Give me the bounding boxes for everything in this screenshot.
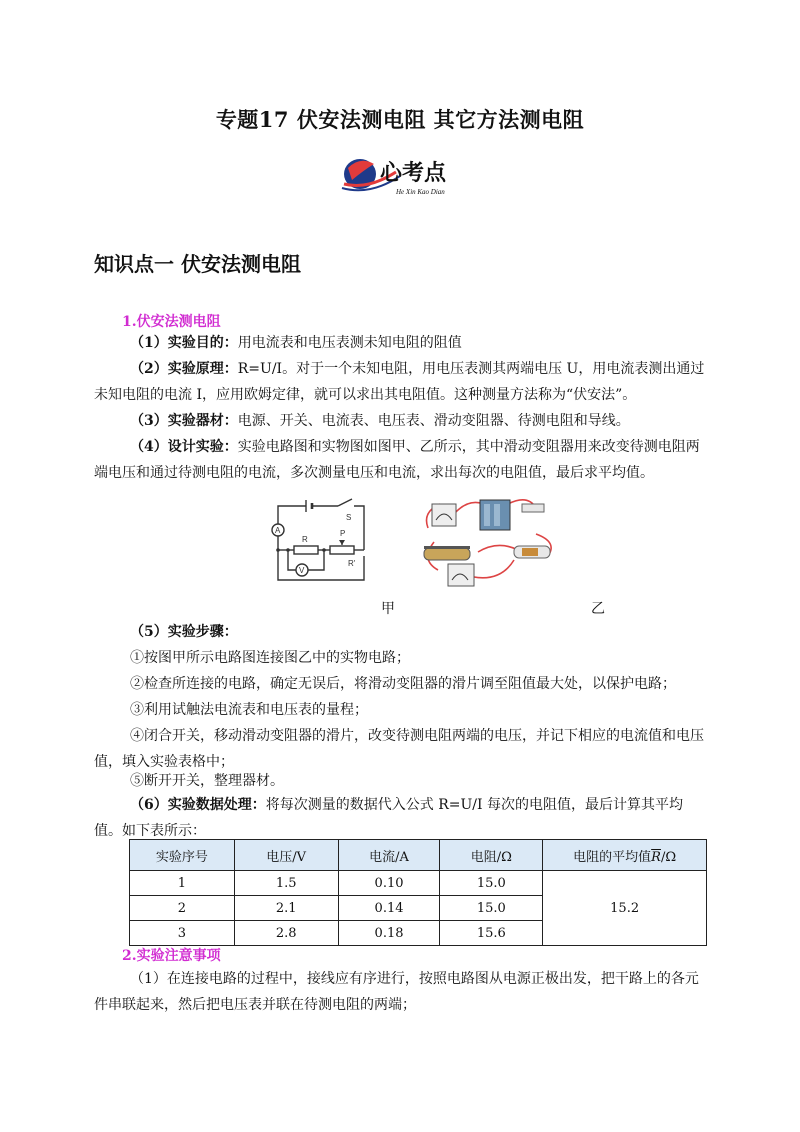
design-text: 实验电路图和实物图如图甲、乙所示，其中滑动变阻器用来改变待测电阻两端电压和通过待测电阻的电流，多次测量电压和电流，求出每次的电阻值，最后求平均值。: [94, 439, 700, 481]
note-1: （1）在连接电路的过程中，接线应有序进行，按照电路图从电源正极出发，把干路上的各元件串联起来，然后把电压表并联在待测电阻的两端；: [94, 971, 699, 1013]
purpose-text: 用电流表和电压表测未知电阻的阻值: [237, 335, 462, 351]
steps-heading: [94, 619, 706, 645]
apparatus-illustration: [418, 490, 568, 590]
equipment-paragraph: [94, 408, 706, 434]
table-cell: 15.6: [440, 921, 543, 946]
purpose-label: （1）实验目的：: [130, 335, 238, 351]
step-5: ⑤断开开关，整理器材。: [130, 773, 284, 789]
ammeter-label: A: [275, 526, 281, 535]
equipment-text: 电源、开关、电流表、电压表、滑动变阻器、待测电阻和导线。: [237, 413, 630, 429]
table-cell-average: 15.2: [543, 871, 707, 946]
table-header-row: [130, 840, 707, 871]
table-header: 电阻/Ω: [440, 840, 543, 871]
table-header: 电流/A: [338, 840, 440, 871]
table-cell: 0.10: [338, 871, 440, 896]
switch-label: S: [346, 513, 352, 522]
data-text: 将每次测量的数据代入公式 R=U/I 每次的电阻值，最后计算其平均值。如下表所示：: [94, 797, 683, 839]
data-processing-paragraph: [94, 792, 706, 844]
slider-label: P: [340, 529, 346, 538]
subsection-heading: 1.伏安法测电阻: [122, 314, 221, 330]
step-1: ①按图甲所示电路图连接图乙中的实物电路；: [130, 650, 410, 666]
caption-right: 乙: [591, 601, 605, 617]
table-row: [130, 871, 707, 896]
design-label: （4）设计实验：: [130, 439, 238, 455]
equipment-label: （3）实验器材：: [130, 413, 238, 429]
principle-paragraph: [94, 356, 706, 408]
step-2: ②检查所连接的电路，确定无误后，将滑动变阻器的滑片调至阻值最大处，以保护电路；: [130, 676, 676, 692]
table-cell: 1: [130, 871, 235, 896]
data-label: （6）实验数据处理：: [130, 797, 266, 813]
table-cell: 2.1: [234, 896, 338, 921]
table-header: 电压/V: [234, 840, 338, 871]
step-4: ④闭合开关，移动滑动变阻器的滑片，改变待测电阻两端的电压，并记下相应的电流值和电压值，填入实验表格中；: [94, 728, 704, 770]
caption-left: 甲: [381, 601, 395, 617]
logo-subtext: He Xin Kao Dian: [396, 188, 445, 196]
data-table: [129, 839, 707, 946]
section-heading: 知识点一 伏安法测电阻: [94, 252, 301, 276]
table-cell: 0.18: [338, 921, 440, 946]
table-header: 实验序号: [130, 840, 235, 871]
voltmeter-label: V: [299, 566, 305, 575]
purpose-paragraph: [94, 330, 706, 356]
table-cell: 1.5: [234, 871, 338, 896]
logo: [338, 150, 466, 200]
circuit-diagram: [266, 494, 376, 590]
steps-label: （5）实验步骤：: [130, 624, 238, 640]
step-3: ③利用试触法电流表和电压表的量程；: [130, 702, 368, 718]
table-cell: 15.0: [440, 871, 543, 896]
table-cell: 15.0: [440, 896, 543, 921]
page-title: 专题17 伏安法测电阻 其它方法测电阻: [215, 107, 585, 132]
table-cell: 2: [130, 896, 235, 921]
rheostat-label: R': [348, 559, 356, 568]
table-header-average: 电阻的平均值$\overline{R}/\Omega$: [543, 840, 707, 871]
principle-label: （2）实验原理：: [130, 361, 238, 377]
design-paragraph: [94, 434, 706, 486]
table-cell: 3: [130, 921, 235, 946]
principle-text: R=U/I。对于一个未知电阻，用电压表测其两端电压 U，用电流表测出通过未知电阻的电流 I，应用欧姆定律，就可以求出其电阻值。这种测量方法称为“伏安法”。: [94, 361, 705, 403]
resistor-label: R: [302, 535, 308, 544]
subsection-heading-2: 2.实验注意事项: [122, 948, 221, 964]
table-cell: 2.8: [234, 921, 338, 946]
table-cell: 0.14: [338, 896, 440, 921]
logo-text: 心考点: [380, 160, 447, 186]
